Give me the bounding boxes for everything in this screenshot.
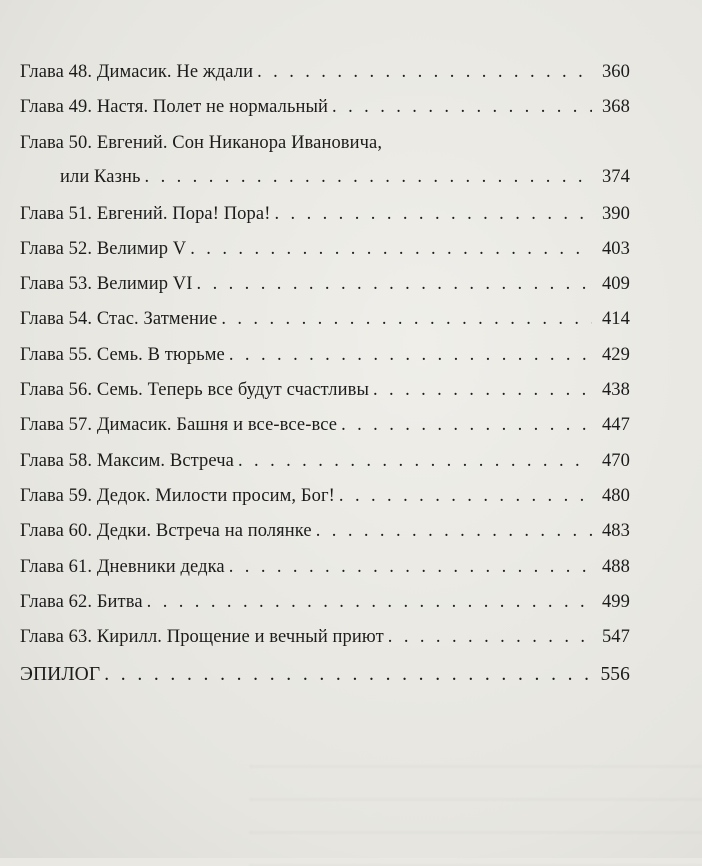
toc-entry-page: 480 — [601, 485, 630, 506]
toc-leader-dots — [388, 627, 592, 648]
toc-entry-title: Глава 63. Кирилл. Прощение и вечный приют — [20, 627, 384, 648]
toc-entry-title: Глава 52. Велимир V — [20, 238, 187, 259]
toc-entry-chapter-58 — [20, 451, 630, 486]
toc-leader-dots — [238, 451, 592, 472]
toc-entry-chapter-55 — [20, 345, 630, 380]
toc-entry-page: 438 — [601, 380, 630, 401]
toc-entry-title: Глава 51. Евгений. Пора! Пора! — [20, 203, 271, 224]
toc-leader-dots — [257, 62, 592, 83]
toc-entry-title: ЭПИЛОГ — [20, 664, 101, 686]
toc-leader-dots — [341, 415, 592, 436]
toc-entry-chapter-50 — [20, 133, 630, 204]
toc-entry-chapter-49 — [20, 97, 630, 132]
toc-leader-dots — [373, 380, 592, 401]
toc-leader-dots — [339, 486, 592, 507]
toc-entry-title: Глава 59. Дедок. Милости просим, Бог! — [20, 485, 335, 506]
toc-entry-title: Глава 55. Семь. В тюрьме — [20, 344, 225, 365]
toc-entry-title: Глава 48. Димасик. Не ждали — [20, 62, 254, 82]
toc-leader-dots — [229, 557, 592, 578]
bleed-through-text — [250, 740, 702, 858]
toc-entry-page: 470 — [601, 450, 630, 471]
toc-entry-page: 390 — [601, 203, 630, 224]
toc-leader-dots — [274, 204, 592, 225]
toc-entry-title: Глава 60. Дедки. Встреча на полянке — [20, 521, 312, 542]
toc-entry-page: 447 — [601, 415, 630, 436]
toc-entry-page: 374 — [601, 166, 630, 187]
toc-entry-page: 360 — [601, 62, 630, 82]
toc-entry-chapter-57 — [20, 415, 630, 450]
toc-entry-chapter-48 — [20, 62, 630, 97]
toc-entry-chapter-63 — [20, 627, 630, 662]
toc-entry-epilogue — [20, 664, 630, 699]
toc-entry-page: 414 — [601, 309, 630, 330]
toc-entry-title: Глава 62. Битва — [20, 591, 143, 612]
toc-entry-title: Глава 57. Димасик. Башня и все-все-все — [20, 415, 338, 436]
toc-leader-dots — [221, 309, 592, 330]
toc-entry-page: 499 — [601, 591, 630, 612]
toc-entry-page: 483 — [601, 521, 630, 542]
toc-leader-dots — [147, 592, 592, 613]
toc-entry-chapter-54 — [20, 309, 630, 344]
toc-entry-page: 368 — [601, 97, 630, 118]
toc-entry-title: Глава 53. Велимир VI — [20, 274, 193, 295]
toc-entry-title: Глава 49. Настя. Полет не нормальный — [20, 97, 329, 118]
toc-entry-chapter-56 — [20, 380, 630, 415]
toc-entry-page: 488 — [601, 556, 630, 577]
toc-leader-dots — [190, 239, 592, 260]
toc-leader-dots — [104, 664, 592, 686]
toc-entry-chapter-62 — [20, 592, 630, 627]
toc-entry-chapter-52 — [20, 239, 630, 274]
toc-entry-title: Глава 54. Стас. Затмение — [20, 309, 218, 330]
toc-entry-chapter-53 — [20, 274, 630, 309]
toc-leader-dots — [229, 345, 592, 366]
toc-entry-chapter-51 — [20, 204, 630, 239]
toc-leader-dots — [332, 97, 592, 118]
toc-entry-title: Глава 56. Семь. Теперь все будут счастливы — [20, 380, 369, 401]
table-of-contents — [20, 62, 630, 700]
toc-leader-dots — [145, 167, 592, 188]
toc-entry-title: Глава 50. Евгений. Сон Никанора Ивановича, — [20, 132, 383, 153]
toc-entry-chapter-61 — [20, 557, 630, 592]
toc-entry-title-continued: или Казнь — [60, 166, 141, 187]
toc-entry-page: 403 — [601, 238, 630, 259]
toc-entry-page: 556 — [600, 664, 630, 686]
toc-leader-dots — [197, 274, 592, 295]
toc-leader-dots — [316, 521, 592, 542]
toc-entry-title: Глава 61. Дневники дедка — [20, 556, 225, 577]
toc-entry-page: 409 — [601, 274, 630, 295]
toc-entry-continuation — [20, 167, 630, 204]
toc-entry-chapter-60 — [20, 521, 630, 556]
toc-entry-chapter-59 — [20, 486, 630, 521]
toc-entry-page: 429 — [601, 344, 630, 365]
toc-entry-title: Глава 58. Максим. Встреча — [20, 450, 234, 471]
toc-entry-page: 547 — [601, 627, 630, 648]
